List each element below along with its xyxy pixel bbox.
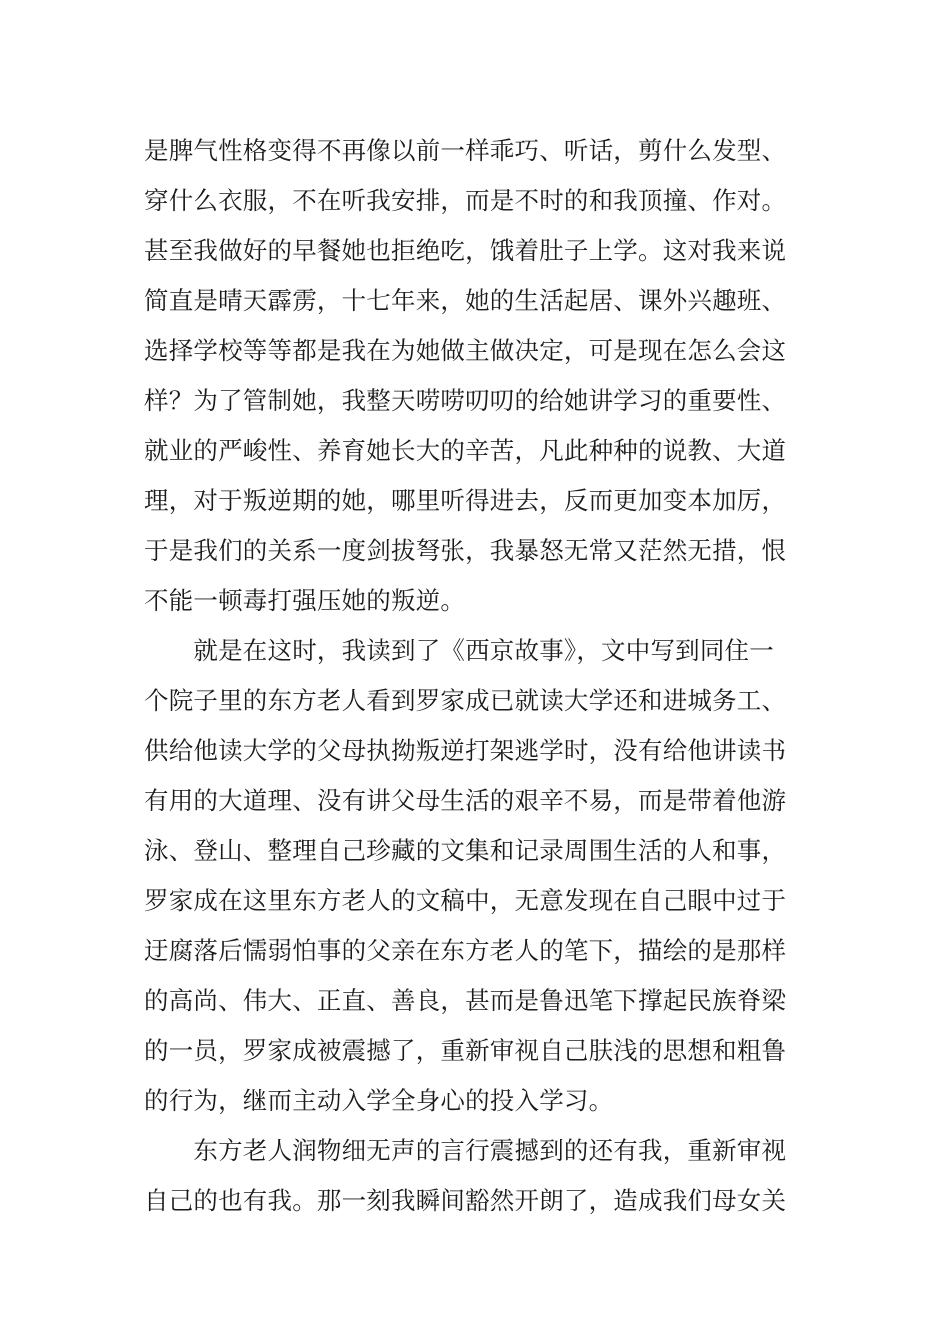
text-line: 简直是晴天霹雳，十七年来，她的生活起居、课外兴趣班、: [144, 286, 787, 315]
text-line: 于是我们的关系一度剑拔弩张，我暴怒无常又茫然无措，恨: [144, 536, 787, 565]
text-line: 甚至我做好的早餐她也拒绝吃，饿着肚子上学。这对我来说: [144, 236, 787, 265]
text-line: 东方老人润物细无声的言行震撼到的还有我，重新审视: [144, 1136, 787, 1165]
paragraph-3: [144, 1126, 794, 1226]
paragraph-2: [144, 626, 794, 1126]
text-line: 不能一顿毒打强压她的叛逆。: [144, 586, 466, 615]
text-line: 的高尚、伟大、正直、善良，甚而是鲁迅笔下撑起民族脊梁: [144, 986, 787, 1015]
text-line: 有用的大道理、没有讲父母生活的艰辛不易，而是带着他游: [144, 786, 787, 815]
text-line: 个院子里的东方老人看到罗家成已就读大学还和进城务工、: [144, 686, 787, 715]
text-line: 就业的严峻性、养育她长大的辛苦，凡此种种的说教、大道: [144, 436, 787, 465]
text-line: 罗家成在这里东方老人的文稿中，无意发现在自己眼中过于: [144, 886, 787, 915]
text-line: 样？为了管制她，我整天唠唠叨叨的给她讲学习的重要性、: [144, 386, 787, 415]
text-line: 穿什么衣服，不在听我安排，而是不时的和我顶撞、作对。: [144, 186, 787, 215]
text-line: 选择学校等等都是我在为她做主做决定，可是现在怎么会这: [144, 336, 787, 365]
text-line: 是脾气性格变得不再像以前一样乖巧、听话，剪什么发型、: [144, 136, 787, 165]
text-line: 的行为，继而主动入学全身心的投入学习。: [144, 1086, 614, 1115]
text-line: 理，对于叛逆期的她，哪里听得进去，反而更加变本加厉，: [144, 486, 787, 515]
text-line: 迂腐落后懦弱怕事的父亲在东方老人的笔下，描绘的是那样: [144, 936, 787, 965]
text-line: 的一员，罗家成被震撼了，重新审视自己肤浅的思想和粗鲁: [144, 1036, 787, 1065]
text-line: 供给他读大学的父母执拗叛逆打架逃学时，没有给他讲读书: [144, 736, 787, 765]
body-text: [144, 126, 794, 1226]
text-line: 泳、登山、整理自己珍藏的文集和记录周围生活的人和事，: [144, 836, 787, 865]
text-line: 自己的也有我。那一刻我瞬间豁然开朗了，造成我们母女关: [144, 1186, 787, 1215]
paragraph-1: [144, 126, 794, 626]
text-line: 就是在这时，我读到了《西京故事》，文中写到同住一: [144, 636, 774, 665]
